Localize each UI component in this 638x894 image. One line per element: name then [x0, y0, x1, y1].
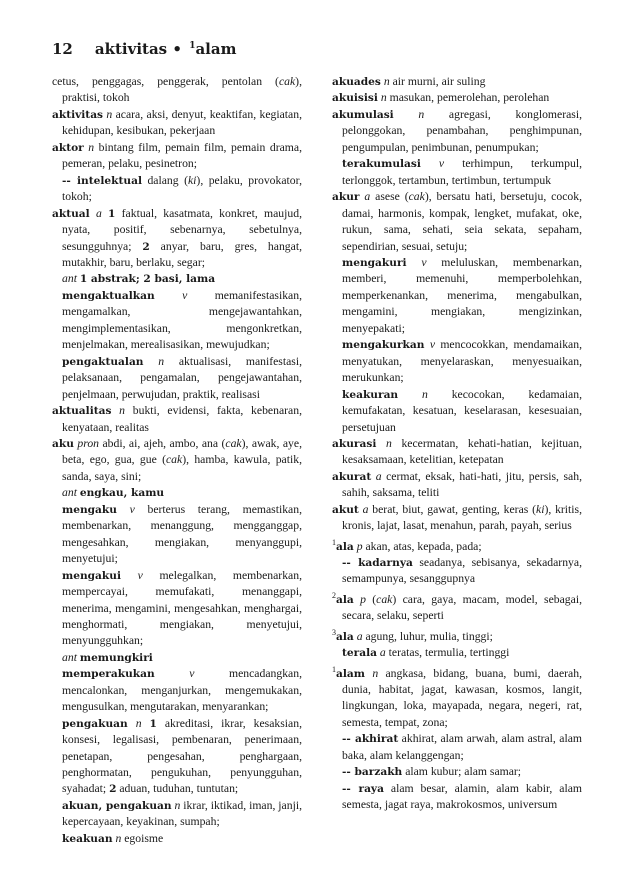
definition-text: kecocokan, kedamaian, kemufakatan, kesatuan, keselarasan, kesesuaian, persetujuan: [342, 387, 582, 434]
headword: terakumulasi: [342, 158, 421, 171]
label-abbreviation: a: [362, 502, 369, 516]
headword: terala: [342, 647, 377, 660]
definition-text: mencocokkan, mendamaikan, menyatukan, menyelaraskan, menyesuaikan, merukunkan;: [342, 338, 582, 385]
definition-text: [155, 289, 182, 302]
dictionary-entry: [332, 189, 582, 255]
dictionary-entry: [332, 662, 582, 732]
sub-entry: [332, 781, 582, 814]
headword: -- akhirat: [342, 733, 399, 746]
label-abbreviation: n: [106, 107, 113, 121]
label-abbreviation: ant: [62, 650, 77, 664]
definition-text: memanifestasikan, mengamalkan, mengejawantahkan, mengimplementasikan, mengonkretkan, menjelmakan, merealisasikan, mewujudkan;: [62, 288, 302, 352]
label-abbreviation: ant: [62, 272, 77, 286]
dictionary-entry: [332, 588, 582, 625]
label-abbreviation: v: [429, 338, 435, 352]
headword: mengakui: [62, 569, 121, 582]
definition-text: agregasi, konglomerasi, pelonggokan, penambahan, penghimpunan, pengumpulan, penimbunan, penumpukan;: [342, 107, 582, 154]
sub-entry: [52, 288, 302, 354]
dictionary-entry: [332, 90, 582, 106]
dictionary-entry: [332, 74, 582, 90]
definition-text: akan, atas, kepada, pada;: [362, 539, 482, 553]
sub-entry: [52, 716, 302, 798]
definition-text: [421, 157, 439, 170]
headword: mengaku: [62, 503, 117, 516]
headword: 2: [142, 240, 150, 253]
definition-text: ), praktisi, tokoh: [62, 75, 302, 105]
label-abbreviation: n: [422, 387, 428, 401]
homonym-number: 3: [332, 627, 336, 637]
headword: akurat: [332, 470, 372, 483]
definition-text: mencadangkan, mencalonkan, menganjurkan, mengemukakan, mengusulkan, mengutarakan, menyarankan;: [62, 667, 302, 714]
label-abbreviation: v: [182, 288, 188, 302]
headword: mengakurkan: [342, 339, 425, 352]
sub-entry: [332, 337, 582, 386]
label-abbreviation: cak: [408, 190, 425, 204]
label-abbreviation: n: [418, 107, 425, 121]
headword: aktivitas: [52, 108, 104, 121]
sub-entry: [52, 502, 302, 568]
definition-text: kecermatan, kehati-hatian, kejituan, kesaksamaan, ketelitian, ketepatan: [342, 436, 583, 467]
dictionary-entry: [52, 107, 302, 140]
running-header: [52, 40, 592, 58]
dictionary-entry: [52, 74, 302, 107]
sub-entry: [52, 354, 302, 403]
header-bullet: •: [172, 40, 182, 58]
dictionary-entry: [332, 436, 582, 469]
definition-text: [376, 437, 386, 450]
label-abbreviation: n: [380, 91, 387, 105]
definition-text: masukan, pemerolehan, perolehan: [386, 91, 550, 105]
definition-text: aktualisasi, manifestasi, pelaksanaan, pengamalan, pengejawantahan, penjelmaan, perwujudan, praktik, realisasi: [62, 354, 303, 401]
sub-entry: [332, 387, 582, 436]
sub-entry: [52, 271, 302, 287]
headword: akut: [332, 503, 359, 516]
definition-text: [142, 717, 150, 730]
sub-entry: [332, 645, 582, 661]
dictionary-entry: [52, 436, 302, 485]
label-abbreviation: v: [137, 568, 143, 582]
definition-text: ) cara, gaya, macam, model, sebagai, secara, selaku, seperti: [342, 592, 582, 623]
homonym-number: 1: [332, 537, 336, 547]
definition-text: terhimpun, terkumpul, terlonggok, tertambun, tertimbun, tertumpuk: [342, 157, 582, 187]
definition-text: bintang film, pemain film, pemain drama, pemeran, pelaku, pesinetron;: [62, 140, 303, 171]
definition-text: berterus terang, memastikan, membenarkan, menanggung, mengganggap, mengesahkan, mengiakan, menyanggupi, menyetujui;: [62, 502, 302, 566]
sub-entry: [52, 666, 302, 715]
dictionary-entry: [332, 625, 582, 645]
definition-text: meluluskan, membenarkan, memberi, memenuhi, memperbolehkan, memperkenankan, menerima, mengabulkan, mengamini, mengiakan, mengizinkan, menyepakati;: [342, 255, 582, 335]
headword: engkau, kamu: [79, 487, 165, 500]
label-abbreviation: n: [115, 831, 122, 845]
headword: keakuan: [62, 832, 113, 845]
definition-text: [121, 569, 138, 582]
definition-text: alam kubur; alam samar;: [402, 765, 522, 779]
definition-text: [144, 355, 159, 368]
headword: 1: [149, 717, 157, 730]
sub-entry: [52, 568, 302, 650]
label-abbreviation: cak: [225, 436, 242, 450]
sub-entry: [332, 255, 582, 337]
sub-entry: [52, 650, 302, 666]
label-abbreviation: v: [189, 667, 195, 681]
sub-entry: [52, 831, 302, 847]
definition-text: faktual, kasatmata, konkret, maujud, nyata, positif, sebenarnya, sebetulnya, sesungguhnya;: [62, 206, 303, 253]
headword: aktualitas: [52, 405, 112, 418]
label-abbreviation: a: [95, 206, 102, 220]
headword: alam: [336, 667, 365, 680]
headword: pengakuan: [62, 717, 128, 730]
headword: pengaktualan: [62, 355, 144, 368]
headword: akur: [332, 191, 360, 204]
definition-text: [394, 108, 419, 121]
headword: 2: [109, 783, 117, 796]
headword: keakuran: [342, 388, 399, 401]
headword: ala: [336, 630, 354, 643]
definition-text: aduan, tuduhan, tuntutan;: [116, 782, 239, 796]
label-abbreviation: n: [88, 140, 95, 154]
headword: aktor: [52, 141, 84, 154]
definition-text: egoisme: [121, 831, 164, 845]
sub-entry: [52, 485, 302, 501]
headword: 1 abstrak; 2 basi, lama: [79, 273, 216, 286]
definition-text: ikrar, iktikad, iman, janji, kepercayaan, keyakinan, sumpah;: [62, 798, 302, 829]
definition-text: [155, 667, 190, 680]
label-abbreviation: ki: [187, 173, 197, 187]
headword: aktual: [52, 207, 90, 220]
headword: akurasi: [332, 437, 377, 450]
definition-text: asese (: [370, 190, 409, 204]
header-last-word: alam: [195, 40, 237, 58]
headword: memperakukan: [62, 668, 155, 681]
definition-text: [111, 404, 119, 417]
headword: akuan, pengakuan: [62, 799, 172, 812]
definition-text: ), kritis, kronis, lajat, lasat, menahun, parah, payah, serius: [342, 502, 583, 533]
label-abbreviation: n: [385, 436, 392, 450]
definition-text: abdi, ai, ajeh, ambo, ana (: [99, 436, 226, 450]
headword: ala: [336, 540, 354, 553]
definition-text: ), hamba, kawula, patik, sanda, saya, sini;: [62, 453, 303, 483]
label-abbreviation: a: [375, 469, 382, 483]
headword: 1: [108, 207, 116, 220]
definition-text: berat, biut, gawat, genting, keras (: [368, 502, 537, 516]
headword: -- raya: [342, 782, 384, 795]
label-abbreviation: ki: [536, 502, 545, 516]
definition-text: cermat, eksak, hati-hati, jitu, persis, sah, sahih, saksama, teliti: [342, 469, 582, 500]
definition-text: (: [365, 592, 377, 606]
definition-text: [407, 256, 422, 269]
dictionary-entry: [332, 107, 582, 156]
headword: mengakuri: [342, 256, 407, 269]
definition-text: ), bersatu hati, bersetuju, cocok, damai, harmonis, kompak, lengket, mufakat, oke, rukun, sama, sehati, seia sekata, sepaham, sependirian, sesuai, setuju;: [342, 190, 582, 253]
definition-text: akreditasi, ikrar, kesaksian, konsesi, legalisasi, pembenaran, penerimaan, penetapan, pengesahan, penghargaan, penghormatan, pengukuhan, penyungguhan, syahadat;: [62, 716, 303, 796]
sub-entry: [332, 555, 582, 588]
definition-text: agung, luhur, mulia, tinggi;: [362, 629, 493, 643]
label-abbreviation: v: [421, 255, 427, 269]
sub-entry: [332, 731, 582, 764]
dictionary-entry: [52, 403, 302, 436]
label-abbreviation: cak: [376, 592, 393, 606]
label-abbreviation: p: [356, 539, 363, 553]
header-first-word: aktivitas: [94, 40, 168, 58]
definition-text: teratas, termulia, tertinggi: [385, 646, 510, 660]
left-column: [52, 74, 302, 847]
definition-text: ), pelaku, provokator, tokoh;: [62, 173, 302, 204]
dictionary-entry: [332, 502, 582, 535]
label-abbreviation: n: [119, 404, 126, 418]
label-abbreviation: v: [129, 502, 135, 516]
definition-text: acara, aksi, denyut, keaktifan, kegiatan, kehidupan, kesibukan, pekerjaan: [62, 107, 302, 138]
page-number: 12: [52, 40, 73, 58]
label-abbreviation: cak: [278, 75, 296, 88]
headword: akuades: [332, 76, 381, 88]
label-abbreviation: a: [356, 629, 363, 643]
definition-text: bukti, evidensi, fakta, kebenaran, kenyataan, realitas: [62, 404, 302, 434]
headword: -- barzakh: [342, 766, 403, 779]
definition-text: [117, 503, 130, 516]
label-abbreviation: n: [174, 798, 181, 812]
label-abbreviation: p: [360, 592, 366, 606]
headword: akumulasi: [332, 108, 394, 121]
sub-entry: [332, 156, 582, 189]
headword: -- intelektual: [62, 174, 142, 187]
dictionary-entry: [332, 535, 582, 555]
definition-text: melegalkan, membenarkan, mempercayai, memufakati, menanggapi, menerima, mengamini, mengesahkan, menghargai, menghormati, mengiakan, menyetujui, menyungguhkan;: [62, 568, 302, 648]
label-abbreviation: a: [379, 646, 386, 660]
headword: akuisisi: [332, 92, 378, 105]
headword: mengaktualkan: [62, 289, 155, 302]
definition-text: angkasa, bidang, buana, bumi, daerah, dunia, habitat, jagat, kawasan, kosmos, langit, lingkungan, loka, mayapada, negara, negeri, rat, semesta, tempat, zona;: [342, 666, 582, 729]
label-abbreviation: cak: [166, 453, 183, 467]
dictionary-entry: [332, 469, 582, 502]
label-abbreviation: n: [158, 354, 165, 368]
headword: -- kadarnya: [342, 557, 413, 570]
label-abbreviation: n: [383, 75, 390, 88]
label-abbreviation: ant: [62, 486, 77, 500]
headword: ala: [336, 593, 354, 606]
label-abbreviation: a: [364, 190, 371, 204]
label-abbreviation: v: [438, 157, 445, 171]
definition-text: air murni, air suling: [389, 75, 486, 88]
headword: memungkiri: [79, 651, 153, 664]
definition-text: ), awak, aye, beta, ego, gua, gue (: [62, 436, 303, 467]
dictionary-entry: [52, 140, 302, 173]
definition-text: anyar, baru, gres, hangat, mutakhir, baru, berlaku, segar;: [62, 239, 302, 269]
header-homonym-number: 1: [189, 41, 196, 51]
definition-text: cetus, penggagas, penggerak, pentolan (: [52, 75, 279, 88]
headword: aku: [52, 437, 74, 450]
definition-text: [398, 388, 422, 401]
definition-text: alam besar, alamin, alam kabir, alam semesta, jagat raya, makrokosmos, universum: [342, 781, 582, 812]
label-abbreviation: n: [135, 716, 142, 730]
definition-text: seadanya, sebisanya, sekadarnya, semampunya, sesanggupnya: [342, 556, 582, 586]
homonym-number: 1: [332, 664, 336, 674]
header-title: [95, 40, 237, 58]
definition-text: dalang (: [141, 173, 188, 187]
sub-entry: [52, 173, 302, 206]
homonym-number: 2: [332, 590, 336, 600]
dictionary-entry: [52, 206, 302, 272]
sub-entry: [52, 798, 302, 831]
label-abbreviation: pron: [77, 436, 100, 450]
definition-text: [128, 717, 136, 730]
right-column: [332, 74, 582, 814]
sub-entry: [332, 764, 582, 780]
definition-text: akhirat, alam arwah, alam astral, alam baka, alam kelanggengan;: [342, 732, 582, 762]
label-abbreviation: n: [372, 666, 379, 680]
